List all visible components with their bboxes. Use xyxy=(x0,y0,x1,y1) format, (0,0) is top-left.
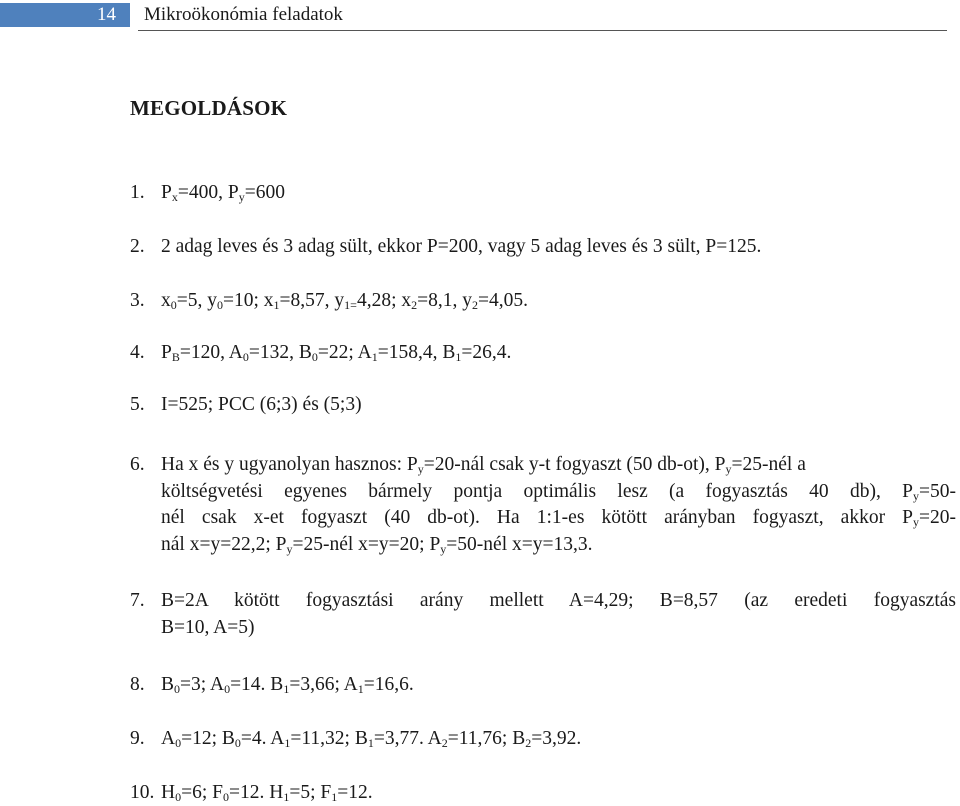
solution-6-line-1 xyxy=(130,452,956,479)
item-text: Ha x és y ugyanolyan hasznos: $P_y=20$-nál csak y-t fogyaszt (50 db-ot), $P_y=25$-nél a xyxy=(161,454,806,476)
solution-8 xyxy=(130,672,956,698)
solution-5 xyxy=(130,392,956,418)
solution-7 xyxy=(130,588,956,641)
item-number: 2. xyxy=(130,236,145,257)
solution-6-line-4: nál x=y=22,2; $P_y=25$-nél x=y=20; $P_y=50$-nél x=y=13,3. xyxy=(161,533,593,556)
solution-6-line-3: nél csak x-et fogyaszt (40 db-ot). Ha 1:1-es kötött arányban fogyaszt, akkor $P_y=20-$ xyxy=(161,507,956,529)
item-text: I=525; PCC (6;3) és (5;3) xyxy=(161,394,362,415)
item-number: 6. xyxy=(130,454,145,475)
item-number: 8. xyxy=(130,674,145,695)
solution-6 xyxy=(130,452,956,558)
item-number: 4. xyxy=(130,342,145,363)
solution-4 xyxy=(130,340,956,366)
section-heading: MEGOLDÁSOK xyxy=(130,96,288,120)
item-text: 2 adag leves és 3 adag sült, ekkor P=200, vagy 5 adag leves és 3 sült, P=125. xyxy=(161,236,762,257)
item-text: $A_0=12$; $B_0=4$. $A_1=11,32$; $B_1=3,77$. $A_2=11,76$; $B_2=3,92$. xyxy=(161,728,582,750)
item-number: 10. xyxy=(130,782,155,803)
item-text: B=2A kötött fogyasztási arány mellett A=4,29; B=8,57 (az eredeti fogyasztás xyxy=(161,590,956,611)
item-number: 5. xyxy=(130,394,145,415)
page-number: 14 xyxy=(0,3,130,27)
solution-2 xyxy=(130,234,956,260)
solution-1 xyxy=(130,180,956,206)
item-text: $H_0=6$; $F_0=12$. $H_1=5$; $F_1=12$. xyxy=(161,782,373,804)
item-number: 3. xyxy=(130,290,145,311)
item-text: $P_B=120$, $A_0=132$, $B_0=22$; $A_1=158,4$, $B_1=26,4$. xyxy=(161,342,512,364)
page-header xyxy=(0,0,960,34)
solution-3 xyxy=(130,288,956,314)
item-text: $B_0=3$; $A_0=14$. $B_1=3,66$; $A_1=16,6$. xyxy=(161,674,414,696)
header-divider xyxy=(138,30,947,31)
solution-7-line-2: B=10, A=5) xyxy=(161,616,255,638)
item-text: $x_0=5$, $y_0=10$; $x_1=8,57$, $y_{1=}4,28$; $x_2=8,1$, $y_2=4,05$. xyxy=(161,290,528,312)
running-title: Mikroökonómia feladatok xyxy=(144,4,343,25)
item-number: 1. xyxy=(130,182,145,203)
solution-9 xyxy=(130,726,956,752)
solution-10 xyxy=(130,780,956,806)
solution-6-line-2: költségvetési egyenes bármely pontja optimális lesz (a fogyasztás 40 db), $P_y=50-$ xyxy=(161,480,956,503)
item-text: $P_x=400$, $P_y=600$ xyxy=(161,182,285,204)
solution-7-line-1 xyxy=(130,588,956,615)
item-number: 9. xyxy=(130,728,145,749)
item-number: 7. xyxy=(130,590,145,611)
